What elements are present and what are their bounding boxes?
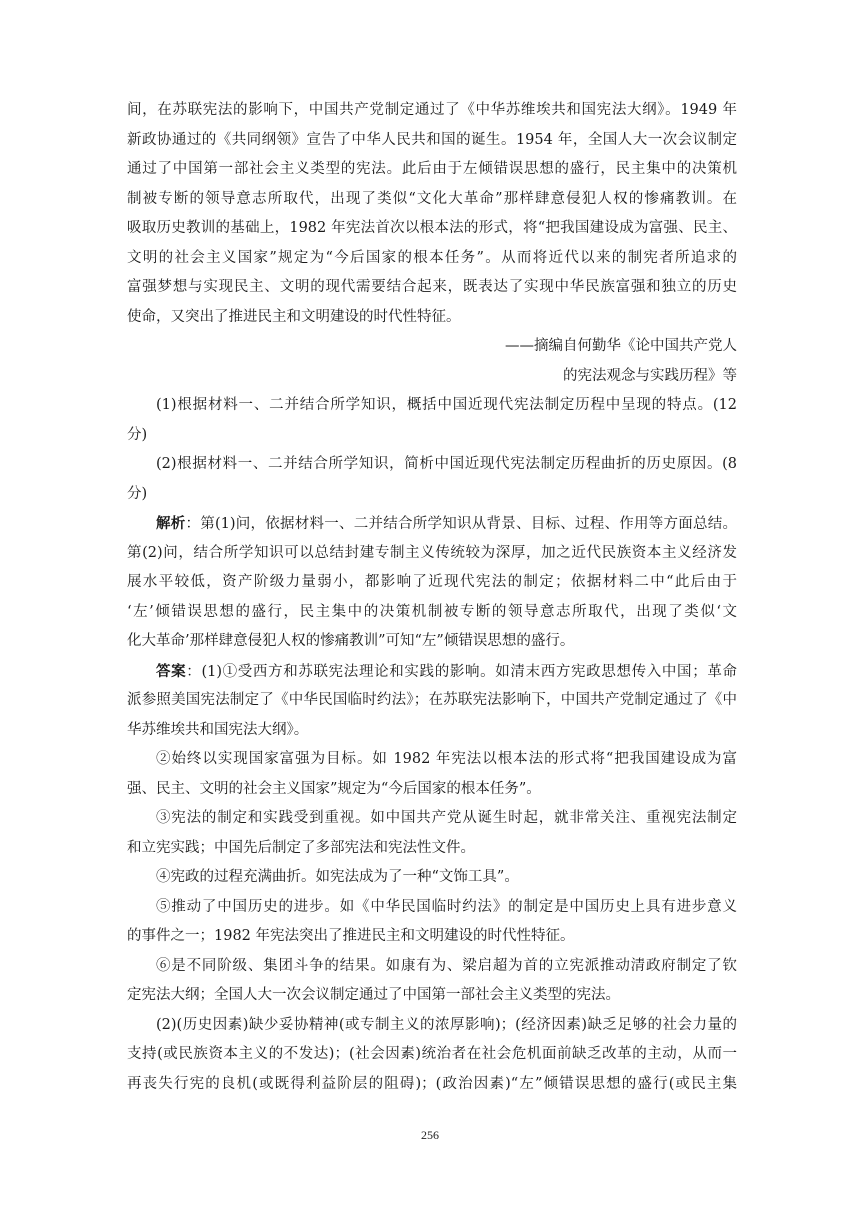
text-line: 使命，又突出了推进民主和文明建设的时代性特征。 xyxy=(127,308,461,325)
answer-point-3-cont: 和立宪实践；中国先后制定了多部宪法和宪法性文件。 xyxy=(127,839,475,856)
source-citation-line2: 的宪法观念与实践历程》等 xyxy=(563,367,737,384)
answer-point-6: ⑥是不同阶级、集团斗争的结果。如康有为、梁启超为首的立宪派推动清政府制定了钦 xyxy=(156,957,737,974)
text-line: 新政协通过的《共同纲领》宣告了中华人民共和国的诞生。1954 年，全国人大一次会议制定 xyxy=(127,131,737,148)
text-line: 间，在苏联宪法的影响下，中国共产党制定通过了《中华苏维埃共和国宪法大纲》。1949 年 xyxy=(127,102,737,118)
answer-text: ：(1)①受西方和苏联宪法理论和实践的影响。如清末西方宪政思想传入中国；革命 xyxy=(186,663,737,680)
analysis-line: 化大革命’那样肆意侵犯人权的惨痛教训”可知“左”倾错误思想的盛行。 xyxy=(127,633,575,649)
answer-line: 华苏维埃共和国宪法大纲》。 xyxy=(127,721,309,738)
text-line: 文明的社会主义国家”规定为“今后国家的根本任务”。从而将近代以来的制宪者所追求的 xyxy=(127,249,737,266)
answer-part-2-cont: 支持(或民族资本主义的不发达)；(社会因素)统治者在社会危机面前缺乏改革的主动，从而一 xyxy=(127,1046,737,1062)
answer-point-5-cont: 的事件之一；1982 年宪法突出了推进民主和文明建设的时代性特征。 xyxy=(127,928,575,944)
text-line: 富强梦想与实现民主、文明的现代需要结合起来，既表达了实现中华民族富强和独立的历史 xyxy=(127,279,737,295)
question-2: (2)根据材料一、二并结合所学知识，简析中国近现代宪法制定历程曲折的历史原因。(8 xyxy=(156,456,737,472)
answer-line: 派参照美国宪法制定了《中华民国临时约法》；在苏联宪法影响下，中国共产党制定通过了《中 xyxy=(127,692,737,708)
material-two-text xyxy=(127,96,737,332)
answer-point-2-cont: 强、民主、文明的社会主义国家”规定为“今后国家的根本任务”。 xyxy=(127,780,541,797)
text-line: 制被专断的领导意志所取代，出现了类似“文化大革命”那样肆意侵犯人权的惨痛教训。在 xyxy=(127,190,737,207)
answer-point-4: ④宪政的过程充满曲折。如宪法成为了一种“文饰工具”。 xyxy=(156,869,519,885)
answer-point-6-cont: 定宪法大纲；全国人大一次会议制定通过了中国第一部社会主义类型的宪法。 xyxy=(127,987,620,1003)
answer-part-2: (2)(历史因素)缺少妥协精神(或专制主义的浓厚影响)；(经济因素)缺乏足够的社会力量的 xyxy=(156,1016,737,1033)
document-body xyxy=(127,96,737,1099)
answer-part-2-cont: 再丧失行宪的良机(或既得利益阶层的阻碍)；(政治因素)“左”倾错误思想的盛行(或民主集 xyxy=(127,1075,737,1092)
source-citation-line1: ——摘编自何勤华《论中国共产党人 xyxy=(505,338,737,354)
answer-label: 答案 xyxy=(156,662,187,680)
analysis-line: ‘左’倾错误思想的盛行，民主集中的决策机制被专断的领导意志所取代，出现了类似‘文 xyxy=(127,603,737,620)
question-1-cont: 分) xyxy=(127,426,148,443)
analysis-text: ：第(1)问，依据材料一、二并结合所学知识从背景、目标、过程、作用等方面总结。 xyxy=(185,516,737,532)
answer-point-5: ⑤推动了中国历史的进步。如《中华民国临时约法》的制定是中国历史上具有进步意义 xyxy=(156,898,737,915)
text-line: 吸取历史教训的基础上，1982 年宪法首次以根本法的形式，将“把我国建设成为富强、民主、 xyxy=(127,220,737,236)
analysis-line: 第(2)问，结合所学知识可以总结封建专制主义传统较为深厚，加之近代民族资本主义经济发 xyxy=(127,544,737,561)
answer-point-2: ②始终以实现国家富强为目标。如 1982 年宪法以根本法的形式将“把我国建设成为富 xyxy=(156,751,737,767)
analysis-first-line xyxy=(127,509,737,539)
text-line: 通过了中国第一部社会主义类型的宪法。此后由于左倾错误思想的盛行，民主集中的决策机 xyxy=(127,161,737,177)
analysis-line: 展水平较低，资产阶级力量弱小，都影响了近现代宪法的制定；依据材料二中“此后由于 xyxy=(127,574,737,590)
answer-first-line xyxy=(127,657,737,687)
answer-point-3: ③宪法的制定和实践受到重视。如中国共产党从诞生时起，就非常关注、重视宪法制定 xyxy=(156,810,737,826)
question-2-cont: 分) xyxy=(127,485,148,502)
question-1: (1)根据材料一、二并结合所学知识，概括中国近现代宪法制定历程中呈现的特点。(12 xyxy=(156,397,737,413)
analysis-label: 解析 xyxy=(156,515,186,532)
page-number: 256 xyxy=(421,1128,439,1142)
